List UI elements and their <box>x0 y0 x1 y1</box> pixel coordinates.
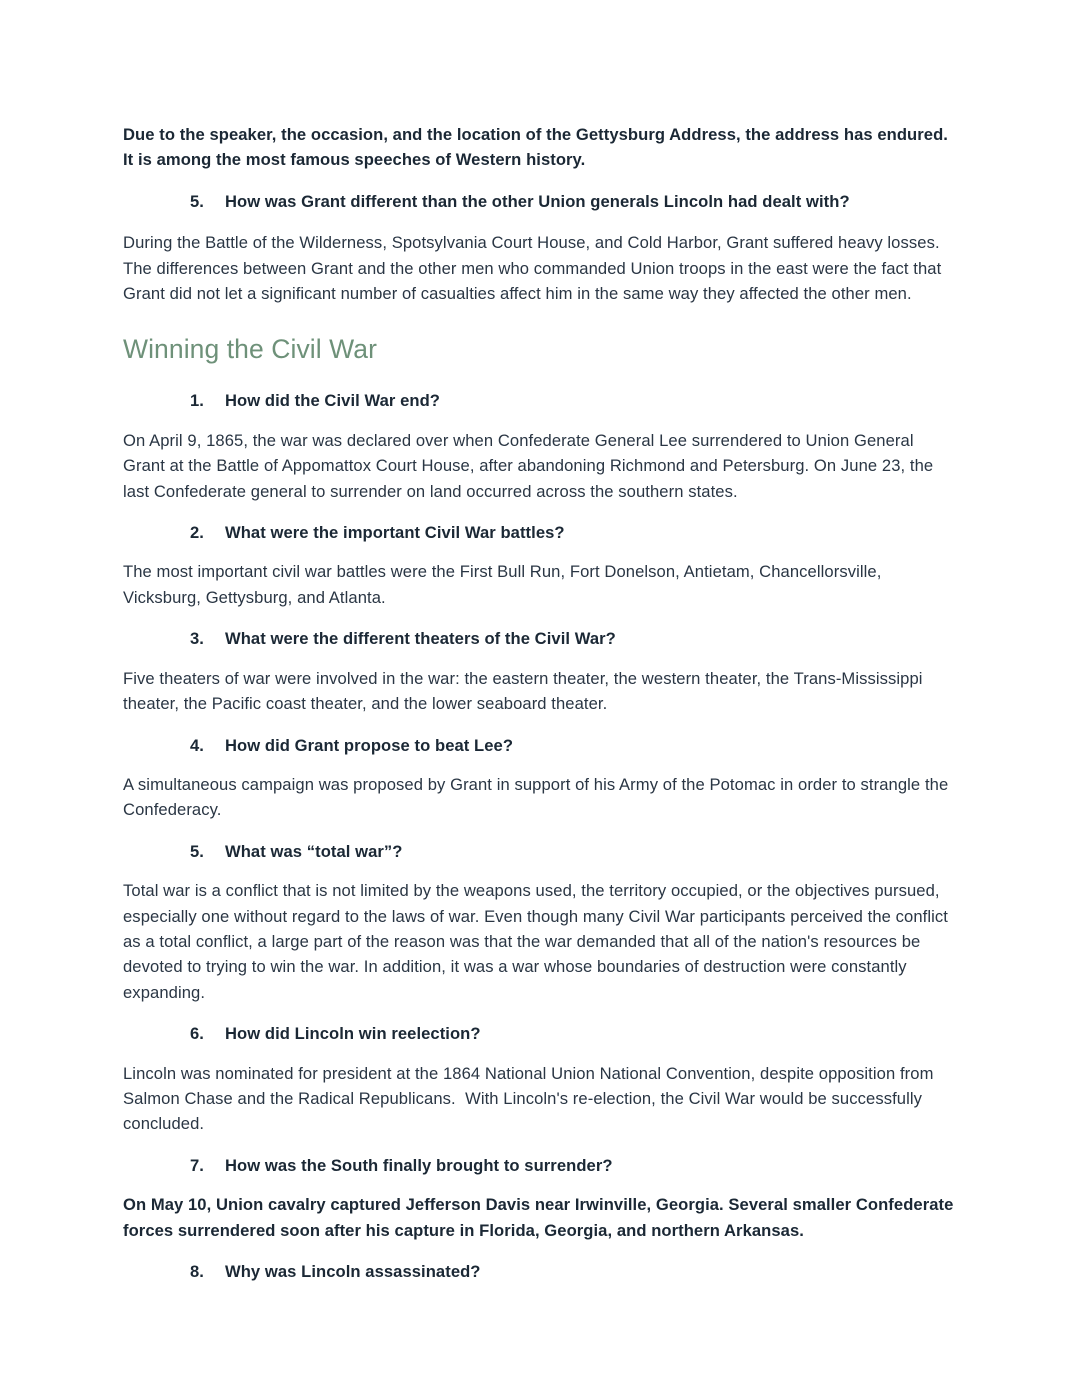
spacer <box>123 1047 956 1061</box>
answer-paragraph-5: Total war is a conflict that is not limited by the weapons used, the territory occupied, or the objectives pursued, especially one without regard to the laws of war. Even though many Civil War participants perceived the conflict as a total conflict, a large part of the reason was that the war demanded that all of the nation's resources be devoted to trying to win the war. In addition, it was a war whose boundaries of destruction were constantly expanding. <box>123 881 953 1002</box>
spacer <box>123 1243 956 1259</box>
spacer <box>123 366 956 388</box>
spacer <box>123 823 956 839</box>
question-text: What was “total war”? <box>225 841 403 861</box>
question-item-4 <box>123 733 956 758</box>
spacer <box>123 545 956 559</box>
answer-paragraph-1: On April 9, 1865, the war was declared over when Confederate General Lee surrendered to Union General Grant at the Battle of Appomattox Court House, after abandoning Richmond and Petersburg. On June 23, the last Confederate general to surrender on land occurred across the southern states. <box>123 430 938 501</box>
answer-paragraph-2: The most important civil war battles were the First Bull Run, Fort Donelson, Antietam, Chancellorsville, Vicksburg, Gettysburg, and Atlanta. <box>123 562 887 607</box>
question-item-8 <box>123 1259 956 1284</box>
spacer <box>123 652 956 666</box>
spacer <box>123 864 956 878</box>
question-text: How was the South finally brought to surrender? <box>225 1155 613 1175</box>
question-text: What were the important Civil War battles? <box>225 523 565 543</box>
question-text: How did Lincoln win reelection? <box>225 1024 481 1044</box>
question-item-5 <box>123 839 956 864</box>
question-number: 5. <box>190 191 204 211</box>
question-item-1 <box>123 388 956 413</box>
spacer <box>123 1178 956 1192</box>
question-number: 8. <box>190 1262 204 1281</box>
section-heading: Winning the Civil War <box>123 334 377 365</box>
question-number: 3. <box>190 629 204 649</box>
spacer <box>123 717 956 733</box>
spacer <box>123 758 956 772</box>
question-number: 6. <box>190 1024 204 1044</box>
answer-paragraph-4: A simultaneous campaign was proposed by Grant in support of his Army of the Potomac in order to strangle the Confederacy. <box>123 774 953 820</box>
question-item-3 <box>123 626 956 651</box>
question-item-6 <box>123 1021 956 1046</box>
question-text: How was Grant different than the other Union generals Lincoln had dealt with? <box>225 191 850 211</box>
spacer <box>123 214 956 230</box>
spacer <box>123 173 956 189</box>
document-body <box>123 122 959 1284</box>
spacer <box>123 610 956 626</box>
question-number: 7. <box>190 1155 204 1175</box>
question-text: How did Grant propose to beat Lee? <box>225 735 514 755</box>
question-number: 1. <box>190 391 204 411</box>
spacer <box>123 504 956 520</box>
spacer <box>123 306 956 332</box>
spacer <box>123 1005 956 1021</box>
question-item-2 <box>123 520 956 545</box>
answer-paragraph-3: Five theaters of war were involved in the war: the eastern theater, the western theater, the Trans-Mississippi theater, the Pacific coast theater, and the lower seaboard theater. <box>123 668 928 714</box>
question-text: What were the different theaters of the Civil War? <box>225 629 616 649</box>
question-text: How did the Civil War end? <box>225 391 440 411</box>
question-item-carryover <box>123 189 956 214</box>
question-number: 2. <box>190 523 204 543</box>
spacer <box>123 1137 956 1153</box>
spacer <box>123 414 956 428</box>
answer-paragraph-7: On May 10, Union cavalry captured Jefferson Davis near Irwinville, Georgia. Several smaller Confederate forces surrendered soon after his capture in Florida, Georgia, and northern Arkansas. <box>123 1195 959 1240</box>
question-number: 4. <box>190 735 204 755</box>
answer-paragraph-carryover: During the Battle of the Wilderness, Spotsylvania Court House, and Cold Harbor, Grant suffered heavy losses. The differences between Grant and the other men who commanded Union troops in the east were the fact that Grant did not let a significant number of casualties affect him in the same way they affected the other men. <box>123 233 946 304</box>
question-number: 5. <box>190 841 204 861</box>
intro-paragraph: Due to the speaker, the occasion, and the location of the Gettysburg Address, the address has endured. It is among the most famous speeches of Western history. <box>123 125 953 170</box>
question-item-7 <box>123 1153 956 1178</box>
answer-paragraph-6: Lincoln was nominated for president at the 1864 National Union National Convention, despite opposition from Salmon Chase and the Radical Republicans. With Lincoln's re-election, the Civil War would be successfully concluded. <box>123 1063 939 1134</box>
question-text: Why was Lincoln assassinated? <box>225 1262 481 1281</box>
